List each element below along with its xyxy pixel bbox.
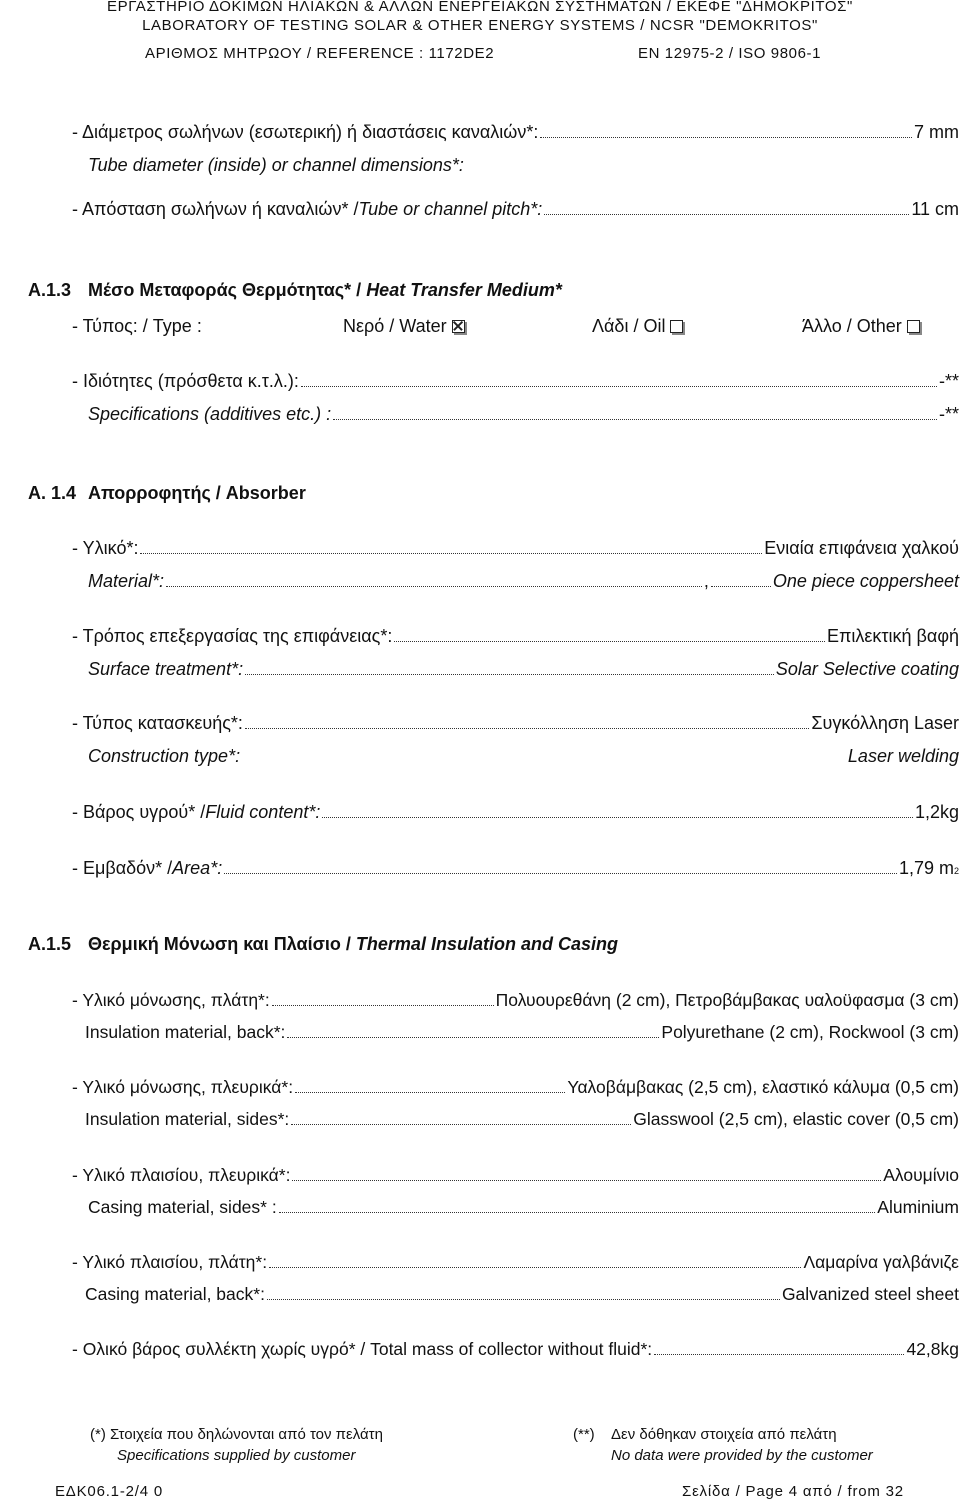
leader-dots (140, 553, 762, 554)
leader-dots (295, 1092, 565, 1093)
absorber-construction-value-gr: Συγκόλληση Laser (811, 713, 959, 733)
medium-spec-value-en: -** (938, 404, 959, 424)
absorber-fluid-value: 1,2kg (914, 802, 959, 822)
casing-sides-label-gr: - Υλικό πλαισίου, πλευρικά*: (72, 1165, 291, 1185)
insulation-back-en-row (85, 1022, 959, 1043)
leader-dots (394, 641, 825, 642)
medium-spec-label-en: Specifications (additives etc.) : (88, 404, 332, 424)
medium-spec-en-row (88, 404, 959, 425)
absorber-surface-label-en: Surface treatment*: (88, 659, 244, 679)
medium-option-oil (592, 316, 683, 337)
insulation-back-label-gr: - Υλικό μόνωσης, πλάτη*: (72, 990, 270, 1010)
absorber-material-label-gr: - Υλικό*: (72, 538, 139, 558)
leader-dots (711, 586, 771, 587)
casing-sides-label-en: Casing material, sides* : (88, 1197, 277, 1217)
leader-dots (544, 214, 909, 215)
insulation-back-label-en: Insulation material, back*: (85, 1022, 286, 1042)
absorber-material-value-gr: Ενιαία επιφάνεια χαλκού (764, 538, 959, 558)
section-title-medium (88, 280, 562, 301)
leader-dots (292, 1180, 881, 1181)
absorber-surface-value-en: Solar Selective coating (775, 659, 959, 679)
section-title-insulation (88, 934, 618, 955)
absorber-construction-en-row (88, 746, 959, 767)
absorber-construction-gr-row (72, 713, 959, 734)
section-title-absorber: Απορροφητής / Absorber (88, 483, 306, 503)
total-mass-value: 42,8kg (906, 1339, 959, 1359)
total-mass-row (72, 1339, 959, 1360)
leader-dots (269, 1267, 801, 1268)
absorber-construction-label-en: Construction type*: (88, 746, 241, 766)
medium-spec-value-gr: -** (938, 371, 959, 391)
leader-dots (654, 1354, 904, 1355)
casing-back-gr-row (72, 1252, 959, 1273)
leader-dots (333, 419, 937, 420)
casing-sides-value-en: Aluminium (877, 1197, 959, 1217)
casing-back-en-row (85, 1284, 959, 1305)
medium-option-water (343, 316, 465, 337)
absorber-construction-value-en: Laser welding (847, 746, 959, 766)
tube-diameter-row (72, 122, 959, 143)
footer-doc-code: ΕΔΚ06.1-2/4 0 (55, 1483, 163, 1500)
section-title-medium-gr: Μέσο Μεταφοράς Θερμότητας* / (88, 280, 367, 300)
other-checkbox[interactable] (907, 320, 920, 333)
absorber-material-en-row (88, 571, 959, 592)
absorber-area-label-en: Area*: (172, 858, 223, 878)
casing-back-value-gr: Λαμαρίνα γαλβάνιζε (803, 1252, 959, 1272)
insulation-back-value-gr: Πολυουρεθάνη (2 cm), Πετροβάμβακας υαλοϋφασμα (3 cm) (495, 990, 959, 1010)
section-title-insulation-en: Thermal Insulation and Casing (355, 934, 618, 954)
section-number-a14: A. 1.4 (28, 483, 77, 503)
tube-pitch-label-gr: - Απόσταση σωλήνων ή καναλιών* / (72, 199, 359, 219)
medium-other-label: Άλλο / Other (802, 316, 902, 336)
absorber-fluid-label-en: Fluid content*: (205, 802, 321, 822)
insulation-sides-gr-row (72, 1077, 959, 1098)
tube-diameter-label-gr: - Διάμετρος σωλήνων (εσωτερική) ή διαστάσεις καναλιών*: (72, 122, 539, 142)
leader-dots (279, 1212, 876, 1213)
tube-pitch-row (72, 199, 959, 220)
insulation-back-gr-row (72, 990, 959, 1011)
note-nodata-en: No data were provided by the customer (611, 1447, 873, 1464)
note-customer-en: Specifications supplied by customer (117, 1447, 356, 1464)
medium-oil-label: Λάδι / Oil (592, 316, 666, 336)
absorber-surface-label-gr: - Τρόπος επεξεργασίας της επιφάνειας*: (72, 626, 393, 646)
leader-dots (166, 586, 702, 587)
medium-type-label: - Τύπος: / Type : (72, 316, 202, 336)
insulation-sides-value-en: Glasswool (2,5 cm), elastic cover (0,5 cm) (633, 1109, 959, 1129)
note-nodata-mark: (**) (573, 1426, 595, 1443)
tube-diameter-label-en: Tube diameter (inside) or channel dimensions*: (88, 155, 464, 175)
casing-sides-gr-row (72, 1165, 959, 1186)
leader-dots (272, 1005, 494, 1006)
absorber-area-unit-exponent: 2 (953, 866, 959, 876)
medium-water-label: Νερό / Water (343, 316, 447, 336)
medium-spec-gr-row (72, 371, 959, 392)
casing-sides-value-gr: Αλουμίνιο (883, 1165, 959, 1185)
absorber-fluid-row (72, 802, 959, 823)
casing-back-value-en: Galvanized steel sheet (781, 1284, 959, 1304)
footer-page-number: Σελίδα / Page 4 από / from 32 (682, 1483, 904, 1500)
absorber-material-label-en: Material*: (88, 571, 165, 591)
leader-dots (540, 137, 912, 138)
water-checkbox[interactable] (452, 320, 465, 333)
tube-diameter-value: 7 mm (914, 122, 959, 142)
header-standard: EN 12975-2 / ISO 9806-1 (638, 45, 822, 62)
insulation-sides-label-gr: - Υλικό μόνωσης, πλευρικά*: (72, 1077, 294, 1097)
leader-dots (287, 1037, 659, 1038)
note-customer-gr: (*) Στοιχεία που δηλώνονται από τον πελάτη (90, 1426, 383, 1443)
absorber-construction-label-gr: - Τύπος κατασκευής*: (72, 713, 243, 733)
leader-dots (245, 728, 810, 729)
absorber-surface-gr-row (72, 626, 959, 647)
note-nodata-gr: Δεν δόθηκαν στοιχεία από πελάτη (611, 1426, 837, 1443)
insulation-sides-en-row (85, 1109, 959, 1130)
casing-sides-en-row (88, 1197, 959, 1218)
section-title-insulation-gr: Θερμική Μόνωση και Πλαίσιο / (88, 934, 356, 954)
oil-checkbox[interactable] (670, 320, 683, 333)
absorber-area-label-gr: - Εμβαδόν* / (72, 858, 173, 878)
medium-spec-label-gr: - Ιδιότητες (πρόσθετα κ.τ.λ.): (72, 371, 299, 391)
leader-dots (224, 873, 897, 874)
casing-back-label-gr: - Υλικό πλαισίου, πλάτη*: (72, 1252, 268, 1272)
insulation-back-value-en: Polyurethane (2 cm), Rockwool (3 cm) (661, 1022, 959, 1042)
absorber-fluid-label-gr: - Βάρος υγρού* / (72, 802, 206, 822)
tube-pitch-label-en: Tube or channel pitch*: (358, 199, 543, 219)
absorber-surface-en-row (88, 659, 959, 680)
section-title-medium-en: Heat Transfer Medium* (366, 280, 562, 300)
absorber-material-gr-row (72, 538, 959, 559)
tube-pitch-value: 11 cm (911, 199, 959, 219)
absorber-material-comma: , (703, 571, 709, 591)
absorber-surface-value-gr: Επιλεκτική βαφή (826, 626, 959, 646)
leader-dots (245, 674, 774, 675)
leader-dots (322, 817, 913, 818)
absorber-material-value-en: One piece coppersheet (772, 571, 959, 591)
header-reference: ΑΡΙΘΜΟΣ ΜΗΤΡΩΟΥ / REFERENCE : 1172DE2 (145, 45, 495, 62)
leader-dots (291, 1124, 631, 1125)
medium-option-other (802, 316, 920, 337)
section-number-a13: A.1.3 (28, 280, 72, 300)
absorber-area-value: 1,79 m (898, 858, 954, 878)
total-mass-label: - Ολικό βάρος συλλέκτη χωρίς υγρό* / Total mass of collector without fluid*: (72, 1339, 653, 1359)
insulation-sides-value-gr: Υαλοβάμβακας (2,5 cm), ελαστικό κάλυμα (0,5 cm) (567, 1077, 959, 1097)
section-number-a15: A.1.5 (28, 934, 72, 954)
absorber-area-row (72, 858, 959, 879)
header-lab-english: LABORATORY OF TESTING SOLAR & OTHER ENERGY SYSTEMS / NCSR "DEMOKRITOS" (142, 17, 818, 34)
casing-back-label-en: Casing material, back*: (85, 1284, 265, 1304)
leader-dots (267, 1299, 780, 1300)
header-lab-greek: ΕΡΓΑΣΤΗΡΙΟ ΔΟΚΙΜΩΝ ΗΛΙΑΚΩΝ & ΑΛΛΩΝ ΕΝΕΡΓΕΙΑΚΩΝ ΣΥΣΤΗΜΑΤΩΝ / ΕΚΕΦΕ "ΔΗΜΟΚΡΙΤΟΣ" (107, 0, 853, 15)
insulation-sides-label-en: Insulation material, sides*: (85, 1109, 290, 1129)
leader-dots (301, 386, 937, 387)
